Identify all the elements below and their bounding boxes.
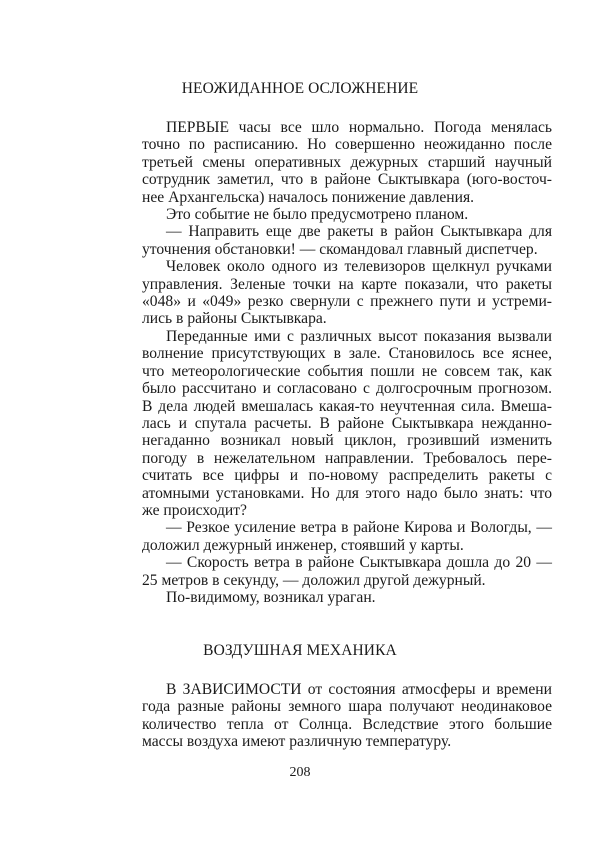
text-line: уточнения обстановки! — скомандовал главный диспетчер. [142, 240, 538, 258]
paragraph [142, 589, 552, 606]
text-line: доложил дежурный инженер, стоявший у карты. [142, 536, 464, 554]
text-line: 25 метров в секунду, — доложил другой дежурный. [142, 571, 486, 589]
text-line: третьей смены оперативных дежурных старший научный [142, 153, 552, 171]
text-line: же происходит? [142, 501, 247, 519]
text-line: количество тепла от Солнца. Вследствие этого большие [142, 715, 552, 733]
text-line: лись в районы Сыктывкара. [142, 310, 327, 328]
text-line: В дела людей вмешалась какая-то неучтенная сила. Вмеша- [142, 397, 552, 415]
text-line: В ЗАВИСИМОСТИ от состояния атмосферы и времени [166, 681, 552, 698]
paragraph [142, 328, 552, 519]
text-line: точно по расписанию. Но совершенно неожиданно после [142, 136, 552, 154]
text-line: управления. Зеленые точки на карте показали, что ракеты [142, 275, 552, 293]
text-line: — Скорость ветра в районе Сыктывкара дошла до 20 — [166, 554, 552, 572]
text-line: «048» и «049» резко свернули с прежнего пути и устреми- [142, 293, 552, 311]
text-line: нее Архангельска) началось понижение давления. [142, 188, 475, 206]
paragraph [142, 223, 552, 258]
text-line: атомными установками. Но для этого надо было знать: что [142, 484, 552, 502]
text-line: сотрудник заметил, что в районе Сыктывкара (юго-восточ- [142, 171, 552, 189]
text-line: лась и спутала расчеты. В районе Сыктывкара нежданно- [142, 414, 552, 432]
text-line: — Направить еще две ракеты в район Сыктывкара для [166, 223, 552, 241]
paragraph [142, 681, 552, 751]
section-body-2 [142, 681, 552, 751]
paragraph [142, 119, 552, 206]
text-line: считать все цифры и по-новому распределить ракеты с [142, 467, 552, 485]
text-line: волнение присутствующих в зале. Становилось все яснее, [142, 345, 552, 363]
paragraph [142, 258, 552, 328]
page-number: 208 [289, 765, 311, 780]
text-line: По-видимому, возникал ураган. [166, 588, 376, 606]
paragraph [142, 554, 552, 589]
section-heading-1: НЕОЖИДАННОЕ ОСЛОЖНЕНИЕ [181, 80, 419, 97]
paragraph [142, 206, 552, 223]
text-line: негаданно возникал новый циклон, грозивший изменить [142, 432, 552, 450]
text-line: ПЕРВЫЕ часы все шло нормально. Погода менялась [166, 119, 552, 136]
text-line: года разные районы земного шара получают неодинаковое [142, 698, 552, 716]
section-heading-2: ВОЗДУШНАЯ МЕХАНИКА [203, 642, 397, 659]
text-line: Это событие не было предусмотрено планом. [166, 206, 469, 224]
text-line: было рассчитано и согласовано с долгосрочным прогнозом. [142, 380, 552, 398]
text-line: Переданные ими с различных высот показания вызвали [166, 327, 552, 345]
paragraph [142, 519, 552, 554]
text-line: — Резкое усиление ветра в районе Кирова и Вологды, — [166, 519, 552, 537]
text-line: массы воздуха имеют различную температуру. [142, 733, 452, 751]
section-body-1 [142, 119, 552, 606]
text-line: погоду в нежелательном направлении. Требовалось пере- [142, 449, 552, 467]
text-line: что метеорологические события пошли не совсем так, как [142, 362, 552, 380]
text-line: Человек около одного из телевизоров щелкнул ручками [166, 258, 552, 276]
